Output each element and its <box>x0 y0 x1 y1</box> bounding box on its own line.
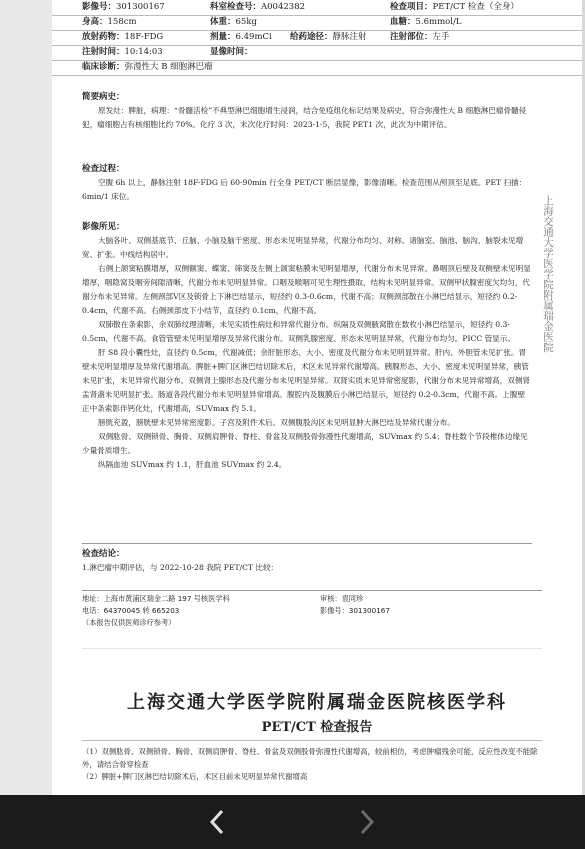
history-text <box>82 104 532 132</box>
dose-value: 6.49mCi <box>235 32 272 42</box>
divider <box>82 740 542 741</box>
reviewer-label: 审核： <box>320 594 342 603</box>
weight-label: 体重： <box>210 17 236 27</box>
imaging-time-label: 显像时间： <box>210 47 253 57</box>
report-footer <box>82 593 542 629</box>
height-value: 158cm <box>107 17 137 27</box>
dose-label: 剂量： <box>210 32 236 42</box>
glucose-value: 5.6mmol/L <box>415 17 462 27</box>
chevron-right-icon <box>352 805 382 839</box>
exam-item-value: PET/CT 检查（全身） <box>432 2 519 12</box>
imaging-no-label: 影像号： <box>82 2 117 12</box>
findings-title: 影像所见： <box>82 222 125 232</box>
phone-label: 电话： <box>82 606 104 615</box>
page2-item-2: （2）脾脏+脾门区淋巴结切除术后，术区目前未见明显异常代谢增高 <box>82 772 308 781</box>
chevron-left-icon <box>202 805 232 839</box>
dept-check-no-label: 科室检查号： <box>210 2 262 12</box>
divider <box>82 590 542 591</box>
site-label: 注射部位： <box>390 32 433 42</box>
page2-item-1: （1）双侧肱骨、双侧锁骨、胸骨、双侧肩胛骨、脊柱、骨盆及双侧股骨弥漫性代谢增高，较前相仿，考虑肿瘤残余可能，反应性改变不能除外，请结合骨穿检查 <box>82 747 538 769</box>
address-value: 上海市黄浦区瑞金二路 197 号核医学科 <box>103 594 230 603</box>
viewer-left-margin <box>0 0 52 795</box>
findings-blood-pool: 纵隔血池 SUVmax 约 1.1，肝血池 SUVmax 约 2.4。 <box>98 460 287 469</box>
bottom-nav-bar <box>0 795 585 849</box>
conclusion-paragraph: 1.淋巴瘤中期评估，与 2022-10-28 我院 PET/CT 比较： <box>82 563 279 572</box>
glucose-label: 血糖： <box>390 17 416 27</box>
report-page <box>52 0 582 795</box>
page2-conclusions <box>82 746 542 784</box>
back-button[interactable] <box>202 805 232 839</box>
injection-time-value: 10:14:03 <box>124 47 163 57</box>
findings-chest: 双肺散在条索影，余双肺纹理清晰，未见实质性病灶和异常代谢分布。纵隔及双侧腋窝散在数枚小淋巴结显示，短径约 0.3-0.5cm，代谢不高。食管管壁未见明显增厚及异常代谢分布。双侧乳腺密度、形态未见明显异常，代谢分布均匀。PICC 管显示。 <box>82 320 515 343</box>
patient-info-header <box>52 0 582 76</box>
route-label: 给药途径： <box>290 32 333 42</box>
dept-check-no-value: A0042382 <box>261 2 306 12</box>
phone-value: 64370045 转 665203 <box>103 606 180 615</box>
findings-bone: 双侧肱骨、双侧锁骨、胸骨、双侧肩胛骨、脊柱、骨盆及双侧股骨弥漫性代谢增高，SUVmax 约 5.4；脊柱数个节段椎体边缘见少量骨质增生。 <box>82 432 528 455</box>
history-paragraph: 原发灶：脾脏，病理：“骨髓活检”不典型淋巴细胞增生浸润，结合免疫组化标记结果及病史，符合弥漫性大 B 细胞淋巴瘤骨髓侵犯，瘤细胞占有核细胞比约 70%。化疗 3 次，末次化疗时间：2023-1-5，我院 PET1 次，此次为中期评估。 <box>82 106 527 129</box>
divider <box>82 543 532 544</box>
injection-time-label: 注射时间： <box>82 47 125 57</box>
findings-text <box>82 234 532 472</box>
hospital-title: 上海交通大学医学院附属瑞金医院核医学科 <box>127 692 507 713</box>
forward-button[interactable] <box>352 805 382 839</box>
findings-brain: 大脑各叶、双侧基底节、丘脑、小脑及脑干密度、形态未见明显异常，代谢分布均匀、对称。诸脑室、脑池、脑沟、脑裂未见增宽、扩张。中线结构居中。 <box>82 236 524 259</box>
height-label: 身高： <box>82 17 108 27</box>
conclusion-title: 检查结论： <box>82 549 125 559</box>
procedure-paragraph: 空腹 6h 以上，静脉注射 18F-FDG 后 60-90min 行全身 PET/CT 断层显像，影像清晰。检查范围从颅顶至足底。PET 扫描：6min/1 床位。 <box>82 178 527 201</box>
disclaimer-note: （本报告仅供医师诊疗参考） <box>82 618 176 627</box>
footer-imaging-no-value: 301300167 <box>348 606 390 615</box>
conclusion-text <box>82 561 532 575</box>
findings-pelvis: 膀胱充盈，膀胱壁未见异常密度影。子宫及附件术后。双侧腹股沟区未见明显肿大淋巴结及异常代谢分布。 <box>98 418 455 427</box>
history-title: 简要病史： <box>82 92 125 102</box>
imaging-no-value: 301300167 <box>116 2 165 12</box>
reviewer-value: 袁同珍 <box>341 594 364 603</box>
site-value: 左手 <box>432 32 450 42</box>
drug-label: 放射药物： <box>82 32 125 42</box>
diagnosis-label: 临床诊断： <box>82 62 125 72</box>
findings-abdomen: 肝 S8 段小囊性灶，直径约 0.5cm，代谢减低；余肝脏形态、大小、密度及代谢分布未见明显异常。肝内、外胆管未见扩张。胃壁未见明显增厚及异常代谢增高。脾脏+脾门区淋巴结切除术后，术区未见异常代谢增高。胰腺形态、大小、密度未见明显异常，胰管未见扩张，未见异常代谢分布。双侧肾上腺形态及代谢分布未见明显异常。双肾实质未见异常密度影，代谢分布未见异常增高，双侧肾盂肾盏未见明显扩张。肠道各段代谢分布未见明显异常增高。腹腔内及腹膜后小淋巴结显示，短径约 0.2-0.3cm，代谢不高。上腹壁正中条索影伴钙化灶，代谢增高，SUVmax 约 5.1。 <box>82 348 531 413</box>
address-label: 地址： <box>82 594 104 603</box>
diagnosis-value: 弥漫性大 B 细胞淋巴瘤 <box>124 62 213 72</box>
report-title: PET/CT 检查报告 <box>261 720 373 735</box>
weight-value: 65kg <box>235 17 257 27</box>
footer-imaging-no-label: 影像号： <box>320 606 349 615</box>
findings-head-neck: 右侧上颌窦粘膜增厚，双侧额窦、蝶窦、筛窦及左侧上颌窦粘膜未见明显增厚，代谢分布未见异常。鼻咽顶后壁及双侧壁未见明显增厚，咽隐窝及咽旁间隙清晰，代谢分布未见明显异常。口咽及喉咽可见生理性摄取，结构未见明显异常。双侧甲状腺密度欠均匀，代谢分布未见异常。左侧颈部Ⅴ区及锁骨上下淋巴结显示，短径约 0.3-0.6cm，代谢不高；双侧颈部散在小淋巴结显示，短径约 0.2-0.4cm，代谢不高。右侧颈部皮下小结节，直径约 0.1cm，代谢不高。 <box>82 264 531 315</box>
side-watermark: 上海交通大学医学院附属瑞金医院 <box>542 195 554 353</box>
drug-value: 18F-FDG <box>124 32 164 42</box>
procedure-text <box>82 176 532 204</box>
procedure-title: 检查过程： <box>82 164 125 174</box>
page-break <box>82 648 542 649</box>
route-value: 静脉注射 <box>332 32 367 42</box>
exam-item-label: 检查项目： <box>390 2 433 12</box>
